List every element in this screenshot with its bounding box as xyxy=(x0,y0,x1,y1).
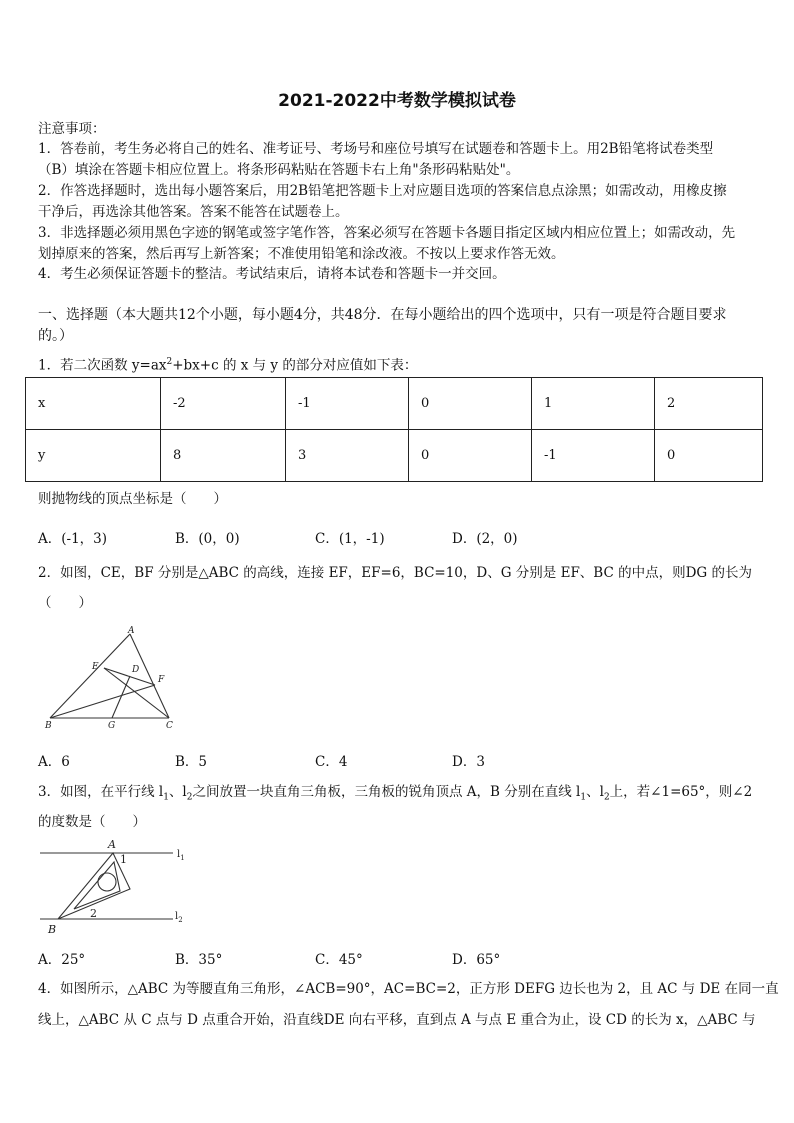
choice-c: C．45° xyxy=(315,952,363,968)
choice-b: B．(0，0) xyxy=(175,531,240,547)
table-cell: 0 xyxy=(409,378,532,430)
q3-parallel-lines-figure xyxy=(38,836,198,936)
table-cell: 3 xyxy=(286,430,409,482)
choice-a: A．6 xyxy=(38,754,70,770)
choice-d: D．65° xyxy=(452,952,501,968)
q3-stem-cont: 的度数是（ ） xyxy=(38,814,146,830)
q2-triangle-figure xyxy=(42,628,192,730)
line-l2-label: $l_2$ xyxy=(175,911,183,924)
q4-stem: 4．如图所示，△ABC 为等腰直角三角形，∠ACB=90°，AC=BC=2，正方形 DEFG 边长也为 2，且 AC 与 DE 在同一直 xyxy=(38,981,779,997)
table-cell: 0 xyxy=(409,430,532,482)
notice-line: 4．考生必须保证答题卡的整洁。考试结束后，请将本试卷和答题卡一并交回。 xyxy=(38,266,506,282)
choice-c: C．4 xyxy=(315,754,348,770)
choice-b: B．5 xyxy=(175,754,208,770)
notice-line: 3．非选择题必须用黑色字迹的钢笔或签字笔作答，答案必须写在答题卡各题目指定区域内相应位置上；如需改动，先 xyxy=(38,225,736,241)
table-cell: -1 xyxy=(286,378,409,430)
table-cell: 8 xyxy=(161,430,286,482)
q2-stem: 2．如图，CE，BF 分别是△ABC 的高线，连接 EF，EF=6，BC=10，D、G 分别是 EF、BC 的中点，则DG 的长为 xyxy=(38,565,753,581)
exam-title: 2021-2022中考数学模拟试卷 xyxy=(278,91,516,111)
table-cell: -2 xyxy=(161,378,286,430)
q2-paren: （ ） xyxy=(38,595,92,611)
choice-d: D．(2，0) xyxy=(452,531,518,547)
choice-c: C．(1，-1) xyxy=(315,531,385,547)
label-f: F xyxy=(158,675,165,685)
label-b: B xyxy=(45,721,52,731)
choice-a: A．(-1，3) xyxy=(38,531,108,547)
label-c: C xyxy=(166,721,173,731)
choice-d: D．3 xyxy=(452,754,485,770)
q3-stem: 3．如图，在平行线 $l_1$、$l_2$之间放置一块直角三角板，三角板的锐角顶点 A，B 分别在直线 $l_1$、$l_2$上，若∠1=65°，则∠2 xyxy=(38,784,753,803)
label-g: G xyxy=(108,721,116,731)
q1-stem: 1．若二次函数 $y=ax^2+bx+c$ 的 x 与 y 的部分对应值如下表： xyxy=(38,357,418,374)
table-cell: x xyxy=(26,378,161,430)
q4-stem-cont: 线上，△ABC 从 C 点与 D 点重合开始，沿直线DE 向右平移，直到点 A 与点 E 重合为止，设 CD 的长为 x，△ABC 与 xyxy=(38,1012,756,1028)
angle-1-label: 1 xyxy=(120,853,127,866)
line-l1-label: $l_1$ xyxy=(177,849,185,862)
label-a: A xyxy=(128,626,135,636)
q1-value-table xyxy=(25,377,763,482)
notice-line: 划掉原来的答案，然后再写上新答案；不准使用铅笔和涂改液。不按以上要求作答无效。 xyxy=(38,246,565,262)
table-cell: 1 xyxy=(532,378,655,430)
notice-line: （B）填涂在答题卡相应位置上。将条形码粘贴在答题卡右上角"条形码粘贴处"。 xyxy=(38,162,520,178)
label-e: E xyxy=(92,662,99,672)
table-row xyxy=(26,378,763,430)
choice-b: B．35° xyxy=(175,952,223,968)
label-d: D xyxy=(132,665,140,675)
notice-heading: 注意事项： xyxy=(38,121,106,137)
label-b: B xyxy=(48,923,57,936)
choice-a: A．25° xyxy=(38,952,86,968)
section-heading-cont: 的。） xyxy=(38,328,73,344)
label-a: A xyxy=(108,838,116,851)
notice-line: 1．答卷前，考生务必将自己的姓名、准考证号、考场号和座位号填写在试题卷和答题卡上。用2B铅笔将试卷类型 xyxy=(38,141,714,157)
table-cell: y xyxy=(26,430,161,482)
notice-line: 干净后，再选涂其他答案。答案不能答在试题卷上。 xyxy=(38,204,349,220)
q1-question: 则抛物线的顶点坐标是（ ） xyxy=(38,491,227,507)
notice-line: 2．作答选择题时，选出每小题答案后，用2B铅笔把答题卡上对应题目选项的答案信息点涂黑；如需改动，用橡皮擦 xyxy=(38,183,727,199)
table-cell: -1 xyxy=(532,430,655,482)
table-cell: 2 xyxy=(655,378,763,430)
table-cell: 0 xyxy=(655,430,763,482)
section-heading: 一、选择题（本大题共12个小题，每小题4分，共48分．在每小题给出的四个选项中，只有一项是符合题目要求 xyxy=(38,307,727,323)
table-row xyxy=(26,430,763,482)
angle-2-label: 2 xyxy=(90,907,97,920)
